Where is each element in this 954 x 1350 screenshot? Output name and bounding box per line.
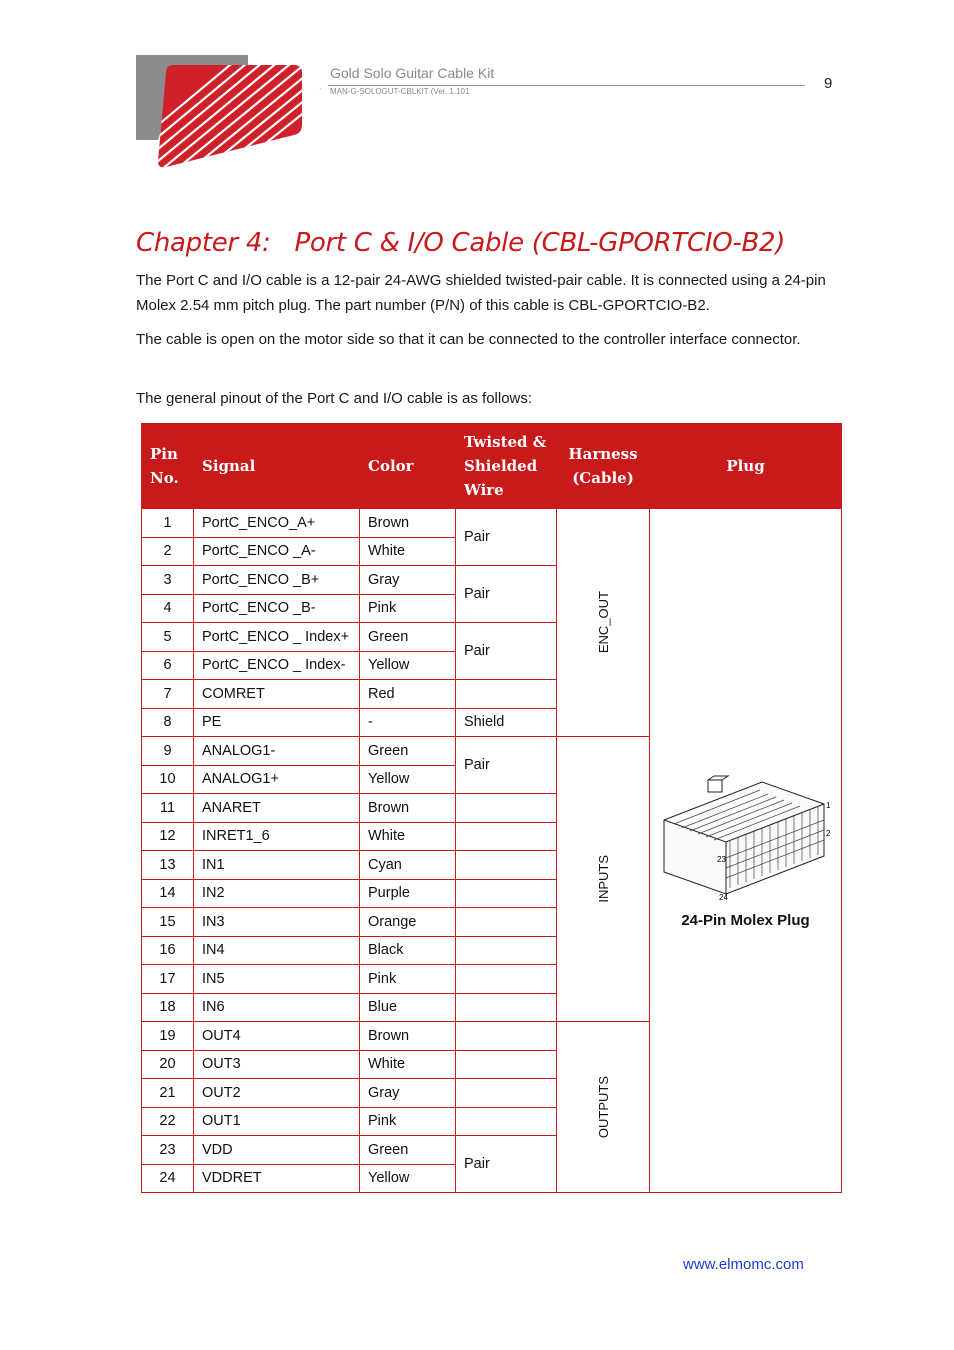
twisted-cell: Pair [456,1136,557,1193]
plug-cell [650,509,842,1193]
color-cell: Gray [360,566,456,595]
color-cell: Yellow [360,1164,456,1193]
pin-cell: 18 [142,993,194,1022]
twisted-cell-empty [456,851,557,880]
harness-label: ENC_OUT [595,591,611,654]
color-cell: Red [360,680,456,709]
color-cell: Orange [360,908,456,937]
color-cell: Yellow [360,651,456,680]
pin-cell: 22 [142,1107,194,1136]
color-cell: Cyan [360,851,456,880]
signal-cell: IN6 [194,993,360,1022]
signal-cell: IN5 [194,965,360,994]
pin-cell: 2 [142,537,194,566]
color-cell: Yellow [360,765,456,794]
header-rule [328,85,805,86]
twisted-cell: Pair [456,509,557,566]
signal-cell: ANARET [194,794,360,823]
twisted-cell-empty [456,936,557,965]
company-logo [136,55,320,170]
signal-cell: ANALOG1- [194,737,360,766]
signal-cell: PortC_ENCO _A- [194,537,360,566]
signal-cell: PortC_ENCO _B+ [194,566,360,595]
pin-cell: 6 [142,651,194,680]
table-header-row [142,424,842,509]
signal-cell: OUT3 [194,1050,360,1079]
paragraph-pinout-lead: The general pinout of the Port C and I/O cable is as follows: [136,390,533,407]
color-cell: Black [360,936,456,965]
page-number: 9 [824,75,833,92]
harness-outputs [557,1022,650,1193]
pin-cell: 5 [142,623,194,652]
harness-inputs [557,737,650,1022]
color-cell: White [360,822,456,851]
signal-cell: OUT2 [194,1079,360,1108]
twisted-cell: Pair [456,737,557,794]
pinout-table [141,423,842,1193]
twisted-cell: Shield [456,708,557,737]
chapter-title: Port C & I/O Cable (CBL-GPORTCIO-B2) [294,228,786,258]
color-cell: White [360,537,456,566]
twisted-cell-empty [456,1107,557,1136]
signal-cell: OUT1 [194,1107,360,1136]
harness-enc-out [557,509,650,737]
color-cell: Green [360,737,456,766]
header-bullet: · [319,84,322,93]
color-cell: Green [360,623,456,652]
plug-pin-label: 23 [717,855,726,864]
header-plug: Plug [650,424,842,509]
pin-cell: 19 [142,1022,194,1051]
twisted-cell: Pair [456,623,557,680]
signal-cell: PortC_ENCO _B- [194,594,360,623]
color-cell: Brown [360,1022,456,1051]
twisted-cell-empty [456,908,557,937]
paragraph-open-side: The cable is open on the motor side so that it can be connected to the controller interface connector. [136,331,801,348]
signal-cell: PortC_ENCO _ Index- [194,651,360,680]
signal-cell: COMRET [194,680,360,709]
signal-cell: PortC_ENCO _ Index+ [194,623,360,652]
signal-cell: ANALOG1+ [194,765,360,794]
pin-cell: 24 [142,1164,194,1193]
color-cell: Pink [360,965,456,994]
header-twisted: Twisted & Shielded Wire [456,424,557,509]
twisted-cell-empty [456,993,557,1022]
color-cell: Blue [360,993,456,1022]
pin-cell: 12 [142,822,194,851]
header-doc-id: MAN-G-SOLOGUT-CBLKIT (Ver. 1.101 [330,87,470,96]
color-cell: Pink [360,1107,456,1136]
twisted-cell-empty [456,1050,557,1079]
pin-cell: 14 [142,879,194,908]
color-cell: Purple [360,879,456,908]
color-cell: - [360,708,456,737]
signal-cell: IN1 [194,851,360,880]
color-cell: Brown [360,509,456,538]
chapter-heading [136,228,785,258]
chapter-label: Chapter 4: [136,228,271,258]
pin-cell: 23 [142,1136,194,1165]
paragraph-intro: The Port C and I/O cable is a 12-pair 24-AWG shielded twisted-pair cable. It is connected using a 24-pin Molex 2.54 mm pitch plug. The part number (P/N) of this cable is CBL-GPORTCIO-B2. [136,272,826,314]
plug-pin-label: 1 [826,801,831,810]
pin-cell: 4 [142,594,194,623]
signal-cell: IN4 [194,936,360,965]
pin-cell: 7 [142,680,194,709]
plug-caption: 24-Pin Molex Plug [681,912,810,929]
signal-cell: INRET1_6 [194,822,360,851]
pin-cell: 15 [142,908,194,937]
pin-cell: 9 [142,737,194,766]
twisted-cell-empty [456,822,557,851]
harness-label: INPUTS [595,855,611,903]
table-row [142,509,842,538]
twisted-cell-empty [456,965,557,994]
signal-cell: VDD [194,1136,360,1165]
twisted-cell-empty [456,680,557,709]
plug-pin-label: 2 [826,829,831,838]
pin-cell: 20 [142,1050,194,1079]
color-cell: Green [360,1136,456,1165]
twisted-cell-empty [456,1022,557,1051]
header-pin: Pin No. [142,424,194,509]
molex-plug-illustration [658,772,834,902]
header-signal: Signal [194,424,360,509]
pin-cell: 10 [142,765,194,794]
signal-cell: IN2 [194,879,360,908]
color-cell: Gray [360,1079,456,1108]
pin-cell: 16 [142,936,194,965]
signal-cell: OUT4 [194,1022,360,1051]
footer-website-link[interactable]: www.elmomc.com [683,1256,804,1273]
header-title: Gold Solo Guitar Cable Kit [330,65,495,81]
color-cell: Brown [360,794,456,823]
pin-cell: 21 [142,1079,194,1108]
pin-cell: 13 [142,851,194,880]
header-color: Color [360,424,456,509]
signal-cell: PortC_ENCO_A+ [194,509,360,538]
twisted-cell: Pair [456,566,557,623]
pin-cell: 11 [142,794,194,823]
signal-cell: VDDRET [194,1164,360,1193]
harness-label: OUTPUTS [595,1075,611,1139]
header-harness: Harness (Cable) [557,424,650,509]
signal-cell: PE [194,708,360,737]
color-cell: Pink [360,594,456,623]
signal-cell: IN3 [194,908,360,937]
twisted-cell-empty [456,1079,557,1108]
twisted-cell-empty [456,879,557,908]
pin-cell: 17 [142,965,194,994]
plug-pin-label: 24 [719,893,728,902]
color-cell: White [360,1050,456,1079]
pin-cell: 8 [142,708,194,737]
twisted-cell-empty [456,794,557,823]
pin-cell: 3 [142,566,194,595]
pin-cell: 1 [142,509,194,538]
